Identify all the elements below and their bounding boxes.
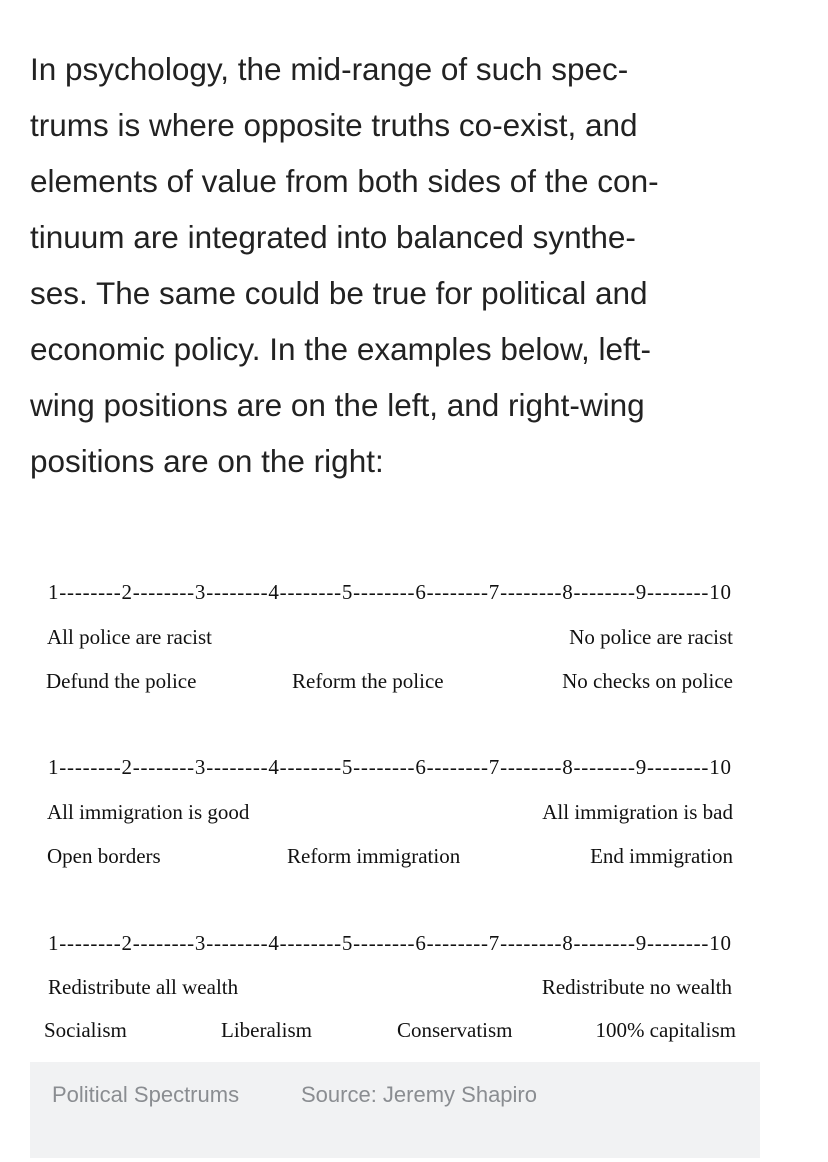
paragraph-line: trums is where opposite truths co-exist, and	[30, 107, 638, 143]
spectrum-position-conservatism: Conservatism	[397, 1018, 513, 1042]
paragraph-line: wing positions are on the left, and right-wing	[30, 387, 645, 423]
spectrum-right-extreme: No police are racist	[569, 625, 733, 649]
spectrum-right-extreme: All immigration is bad	[542, 800, 733, 824]
spectrum-position-socialism: Socialism	[44, 1018, 127, 1042]
article-paragraph	[30, 41, 770, 489]
paragraph-line: positions are on the right:	[30, 443, 384, 479]
spectrum-middle-position: Reform the police	[292, 669, 444, 693]
paragraph-line: In psychology, the mid-range of such spec-	[30, 51, 629, 87]
paragraph-line: elements of value from both sides of the con-	[30, 163, 659, 199]
spectrum-position-capitalism: 100% capitalism	[595, 1018, 736, 1042]
spectrum-right-position: No checks on police	[562, 669, 733, 693]
figure-caption-source: Source: Jeremy Shapiro	[301, 1082, 537, 1107]
spectrum-scale: 1--------2--------3--------4--------5--------6--------7--------8--------9--------10	[48, 931, 732, 955]
spectrum-right-position: End immigration	[590, 844, 733, 868]
spectrum-scale: 1--------2--------3--------4--------5--------6--------7--------8--------9--------10	[48, 580, 732, 604]
spectrum-scale: 1--------2--------3--------4--------5--------6--------7--------8--------9--------10	[48, 755, 732, 779]
spectrum-left-extreme: Redistribute all wealth	[48, 975, 239, 999]
figure-caption-box	[30, 1062, 760, 1158]
paragraph-line: economic policy. In the examples below, left-	[30, 331, 651, 367]
spectrum-left-position: Defund the police	[46, 669, 197, 693]
spectrum-right-extreme: Redistribute no wealth	[541, 975, 732, 999]
paragraph-line: ses. The same could be true for political and	[30, 275, 648, 311]
spectrum-left-extreme: All immigration is good	[47, 800, 250, 824]
paragraph-line: tinuum are integrated into balanced synthe-	[30, 219, 636, 255]
spectrum-middle-position: Reform immigration	[287, 844, 461, 868]
spectrum-position-liberalism: Liberalism	[221, 1018, 312, 1042]
spectrum-left-extreme: All police are racist	[47, 625, 213, 649]
figure-caption-title: Political Spectrums	[52, 1082, 240, 1107]
spectrum-left-position: Open borders	[47, 844, 161, 868]
